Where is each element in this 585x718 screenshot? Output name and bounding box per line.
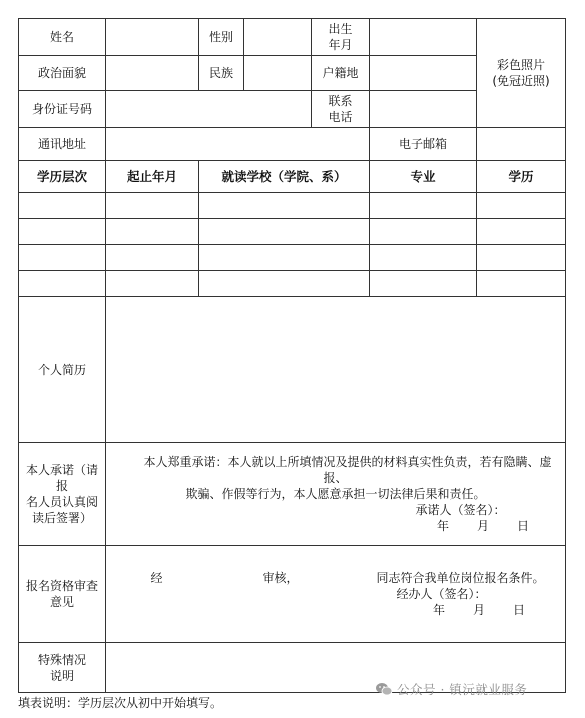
photo-label: 彩色照片 [496, 58, 545, 72]
registration-form-table [18, 18, 566, 693]
edu-cell[interactable] [370, 193, 477, 219]
pledge-date: 年 月 日 [436, 519, 530, 533]
resume-field[interactable] [106, 297, 566, 443]
address-field[interactable] [106, 128, 370, 161]
edu-cell[interactable] [19, 193, 106, 219]
id-number-label: 身份证号码 [19, 91, 106, 128]
review-block [106, 546, 566, 643]
special-label: 特殊情况 说明 [19, 643, 106, 693]
birth-label: 出生 年月 [312, 19, 370, 56]
edu-cell[interactable] [477, 245, 566, 271]
hukou-field[interactable] [370, 56, 477, 91]
ethnicity-label: 民族 [199, 56, 244, 91]
contact-field[interactable] [370, 91, 477, 128]
review-label: 报名资格审查 意见 [19, 546, 106, 643]
table-row [19, 245, 566, 271]
edu-header-school: 就读学校（学院、系） [199, 161, 370, 193]
photo-note: (免冠近照) [492, 74, 550, 88]
name-field[interactable] [106, 19, 199, 56]
edu-cell[interactable] [19, 219, 106, 245]
name-label: 姓名 [19, 19, 106, 56]
edu-cell[interactable] [199, 219, 370, 245]
edu-cell[interactable] [106, 193, 199, 219]
edu-header-period: 起止年月 [106, 161, 199, 193]
edu-header-level: 学历层次 [19, 161, 106, 193]
edu-cell[interactable] [370, 245, 477, 271]
edu-cell[interactable] [199, 245, 370, 271]
footer-note: 填表说明：学历层次从初中开始填写。 [18, 696, 223, 710]
edu-cell[interactable] [19, 245, 106, 271]
edu-header-degree: 学历 [477, 161, 566, 193]
political-label: 政治面貌 [19, 56, 106, 91]
edu-cell[interactable] [477, 193, 566, 219]
pledge-text-line-2: 欺骗、作假等行为，本人愿意承担一切法律后果和责任。 [185, 487, 486, 501]
table-row [19, 193, 566, 219]
id-number-field[interactable] [106, 91, 312, 128]
wechat-watermark [375, 680, 527, 698]
wechat-icon [375, 682, 393, 696]
political-field[interactable] [106, 56, 199, 91]
edu-cell[interactable] [199, 271, 370, 297]
table-row [19, 271, 566, 297]
pledge-block [106, 443, 566, 546]
ethnicity-field[interactable] [244, 56, 312, 91]
edu-cell[interactable] [106, 219, 199, 245]
table-row [19, 219, 566, 245]
gender-field[interactable] [244, 19, 312, 56]
review-date: 年 月 日 [432, 603, 526, 617]
edu-cell[interactable] [477, 271, 566, 297]
hukou-label: 户籍地 [312, 56, 370, 91]
gender-label: 性别 [199, 19, 244, 56]
photo-box[interactable] [477, 19, 566, 128]
edu-cell[interactable] [477, 219, 566, 245]
edu-cell[interactable] [370, 219, 477, 245]
resume-label: 个人简历 [19, 297, 106, 443]
edu-cell[interactable] [106, 271, 199, 297]
review-line-1: 经 审核， 同志符合我单位岗位报名条件。 [150, 571, 545, 585]
edu-cell[interactable] [199, 193, 370, 219]
email-field[interactable] [477, 128, 566, 161]
contact-label: 联系 电话 [312, 91, 370, 128]
edu-cell[interactable] [19, 271, 106, 297]
address-label: 通讯地址 [19, 128, 106, 161]
edu-cell[interactable] [370, 271, 477, 297]
review-handler: 经办人（签名）： [396, 587, 487, 601]
pledge-label: 本人承诺（请报 名人员认真阅 读后签署） [19, 443, 106, 546]
pledge-signer: 承诺人（签名）： [415, 503, 506, 517]
edu-cell[interactable] [106, 245, 199, 271]
email-label: 电子邮箱 [370, 128, 477, 161]
birth-field[interactable] [370, 19, 477, 56]
edu-header-major: 专业 [370, 161, 477, 193]
watermark-text: 公众号 · 镇沅就业服务 [397, 682, 528, 697]
pledge-text-line-1: 本人郑重承诺：本人就以上所填情况及提供的材料真实性负责，若有隐瞒、虚报、 [143, 455, 552, 485]
